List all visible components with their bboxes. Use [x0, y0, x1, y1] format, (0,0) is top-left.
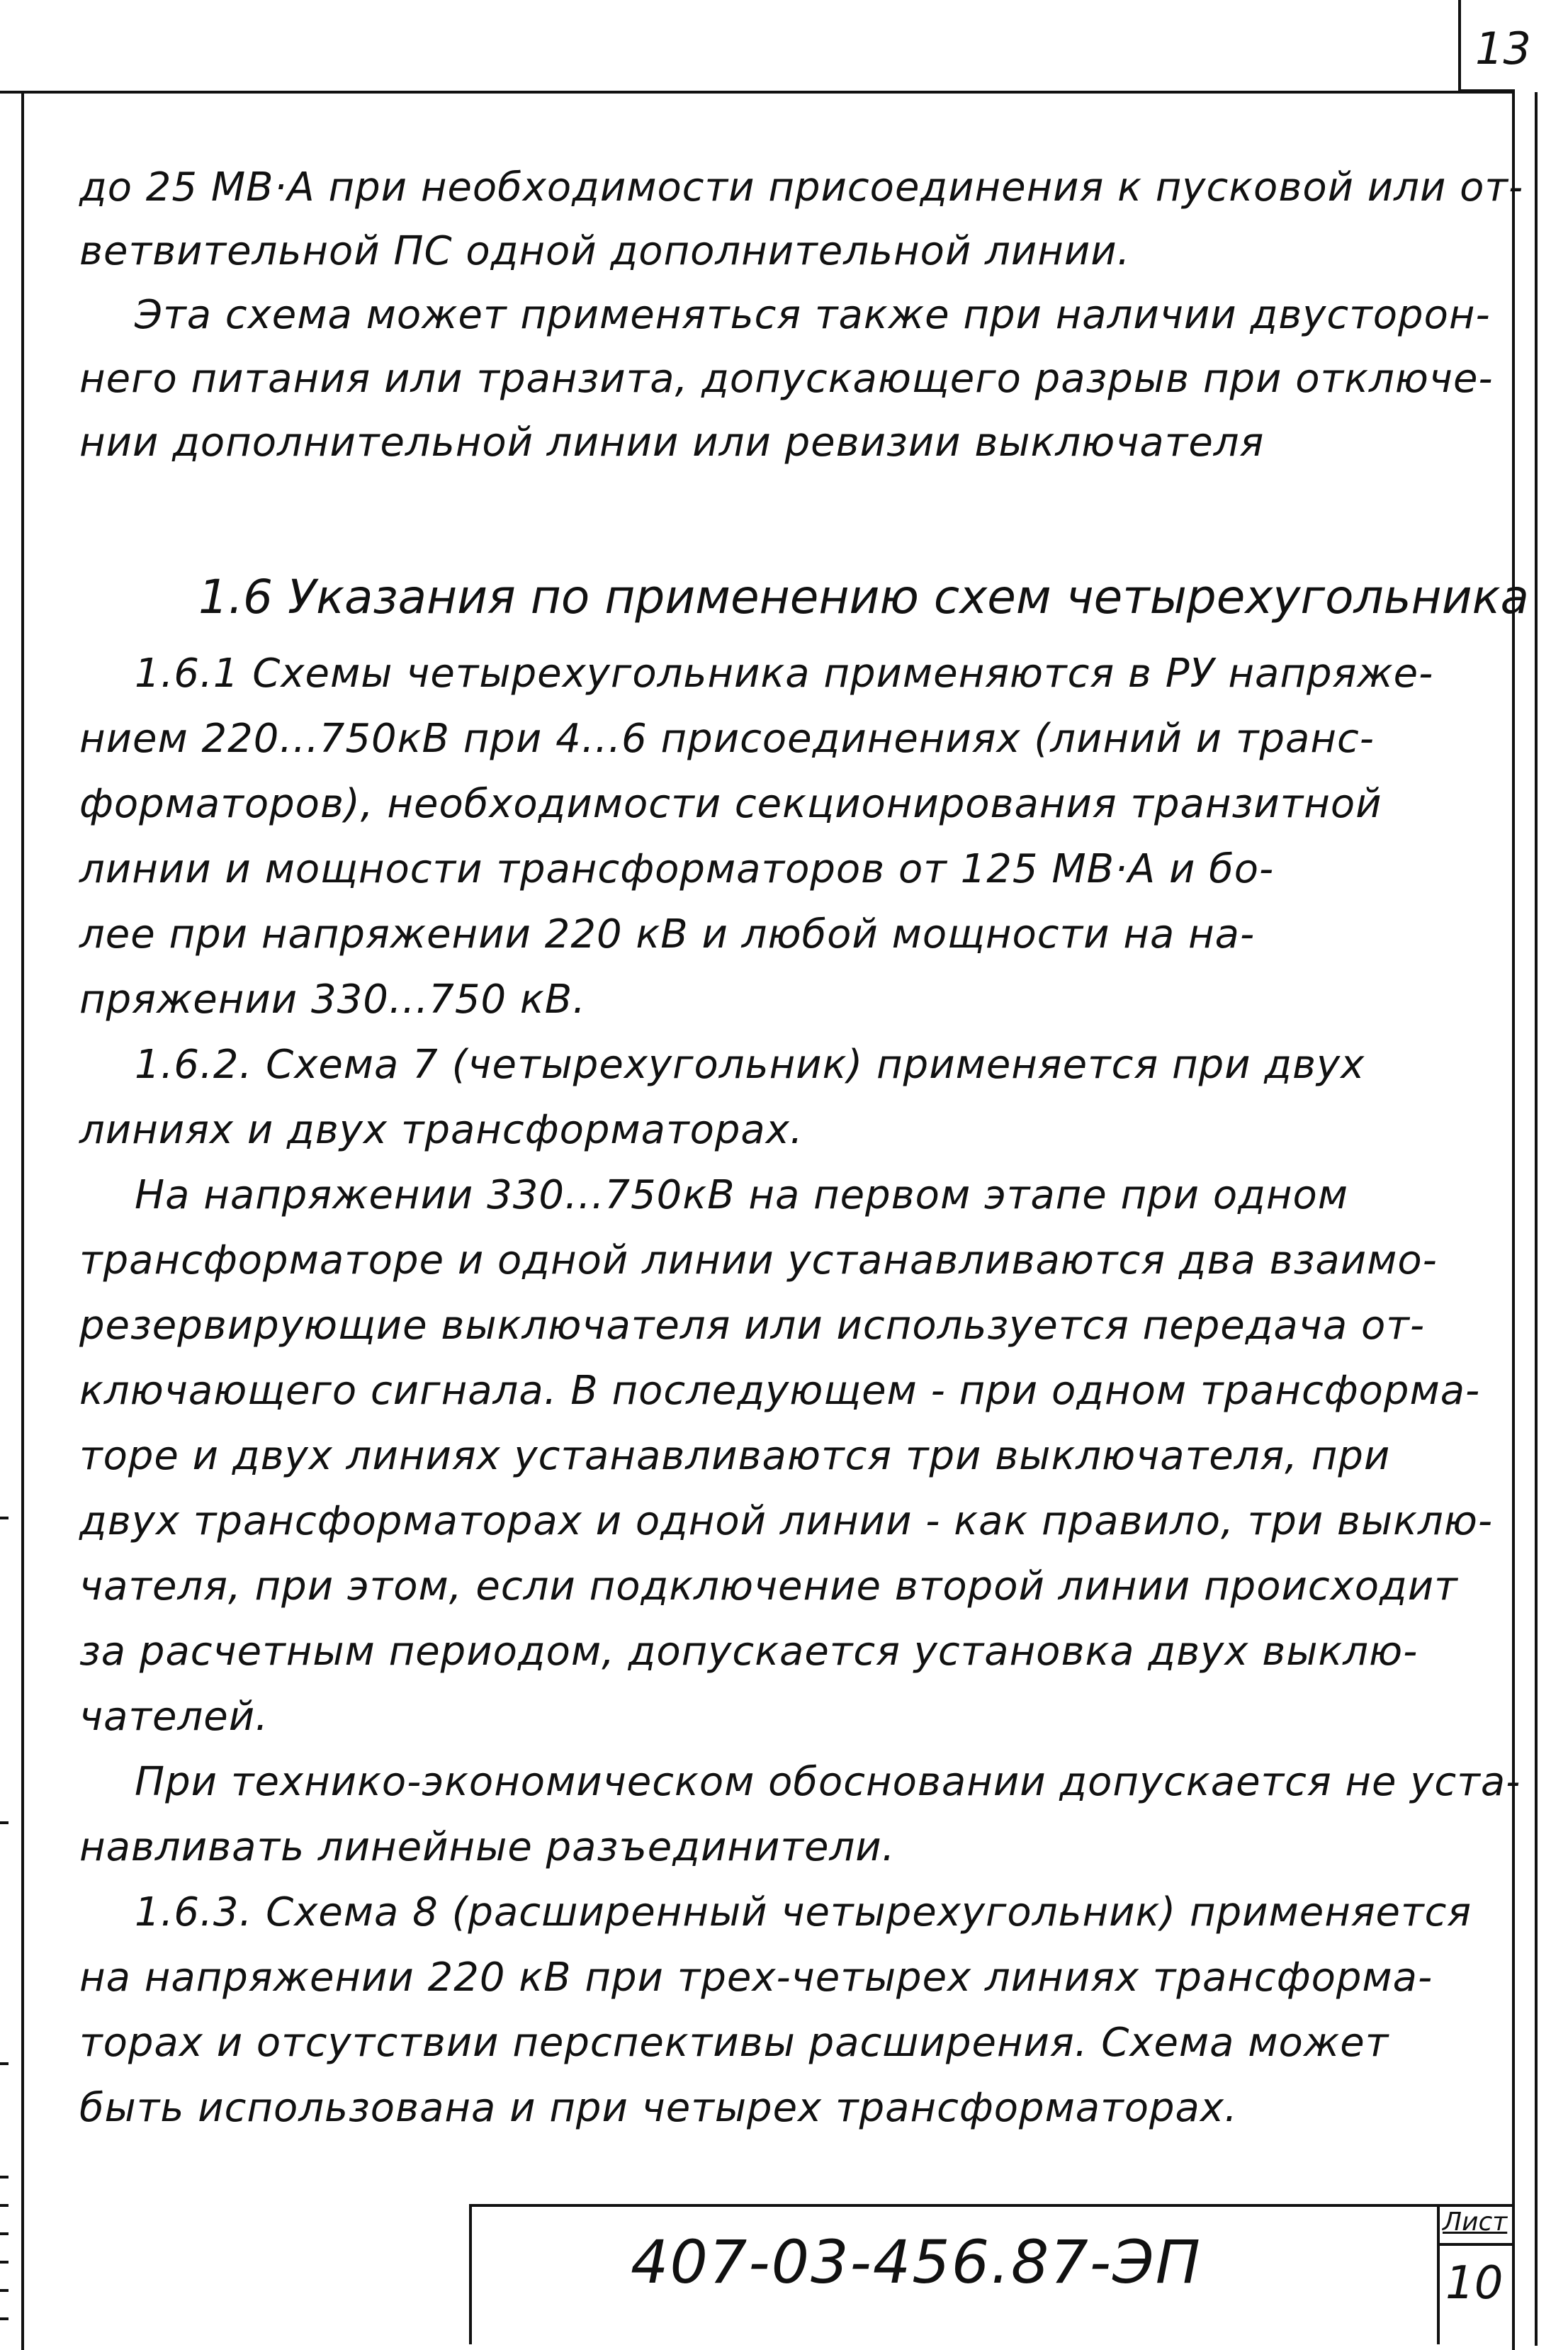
- text-line: чателей.: [79, 1694, 269, 1740]
- page-number: 13: [1475, 23, 1531, 74]
- text-line: двух трансформаторах и одной линии - как правило, три выклю-: [79, 1498, 1494, 1544]
- text-line: торах и отсутствии перспективы расширения. Схема может: [79, 2020, 1389, 2066]
- text-line: лее при напряжении 220 кВ и любой мощности на на-: [79, 911, 1256, 957]
- binding-margin-marks: [0, 1517, 9, 2332]
- sheet-divider: [1437, 2243, 1515, 2246]
- text-line: линии и мощности трансформаторов от 125 МВ·А и бо-: [79, 846, 1275, 892]
- outer-right-line: [1535, 92, 1538, 2346]
- text-line: быть использована и при четырех трансформаторах.: [79, 2085, 1238, 2131]
- text-line: чателя, при этом, если подключение второй линии происходит: [79, 1563, 1458, 1609]
- sheet-number: 10: [1445, 2257, 1504, 2310]
- document-code: 407-03-456.87-ЭП: [631, 2227, 1202, 2297]
- text-line: трансформаторе и одной линии устанавливаются два взаимо-: [79, 1237, 1438, 1283]
- text-line: На напряжении 330...750кВ на первом этапе при одном: [135, 1172, 1348, 1218]
- sheet-label: Лист: [1443, 2208, 1508, 2237]
- section-text: [79, 641, 1521, 2141]
- text-line: форматоров), необходимости секционирования транзитной: [79, 781, 1382, 827]
- section-heading: 1.6 Указания по применению схем четырехугольника: [198, 570, 1529, 624]
- text-line: ветвительной ПС одной дополнительной линии.: [79, 228, 1131, 274]
- text-line: навливать линейные разъединители.: [79, 1824, 896, 1870]
- text-line: 1.6.1 Схемы четырехугольника применяются в РУ напряже-: [135, 651, 1434, 697]
- intro-text: [79, 156, 1524, 475]
- text-line: него питания или транзита, допускающего разрыв при отключе-: [79, 356, 1494, 402]
- text-line: нием 220...750кВ при 4...6 присоединениях (линий и транс-: [79, 716, 1375, 762]
- text-line: пряжении 330...750 кВ.: [79, 977, 586, 1023]
- text-line: нии дополнительной линии или ревизии выключателя: [79, 420, 1265, 466]
- text-line: Эта схема может применяться также при наличии двусторон-: [135, 292, 1491, 338]
- text-line: резервирующие выключателя или используется передача от-: [79, 1303, 1426, 1349]
- text-line: на напряжении 220 кВ при трех-четырех линиях трансформа-: [79, 1955, 1433, 2001]
- text-line: ключающего сигнала. В последующем - при одном трансформа-: [79, 1368, 1481, 1414]
- text-line: При технико-экономическом обосновании допускается не уста-: [135, 1759, 1521, 1805]
- text-line: 1.6.3. Схема 8 (расширенный четырехугольник) применяется: [135, 1889, 1472, 1935]
- text-line: за расчетным периодом, допускается установка двух выклю-: [79, 1629, 1418, 1675]
- text-line: линиях и двух трансформаторах.: [79, 1107, 803, 1153]
- text-line: 1.6.2. Схема 7 (четырехугольник) применяется при двух: [135, 1042, 1365, 1088]
- text-line: торе и двух линиях устанавливаются три выключателя, при: [79, 1433, 1391, 1479]
- text-line: до 25 МВ·А при необходимости присоединения к пусковой или от-: [79, 164, 1524, 210]
